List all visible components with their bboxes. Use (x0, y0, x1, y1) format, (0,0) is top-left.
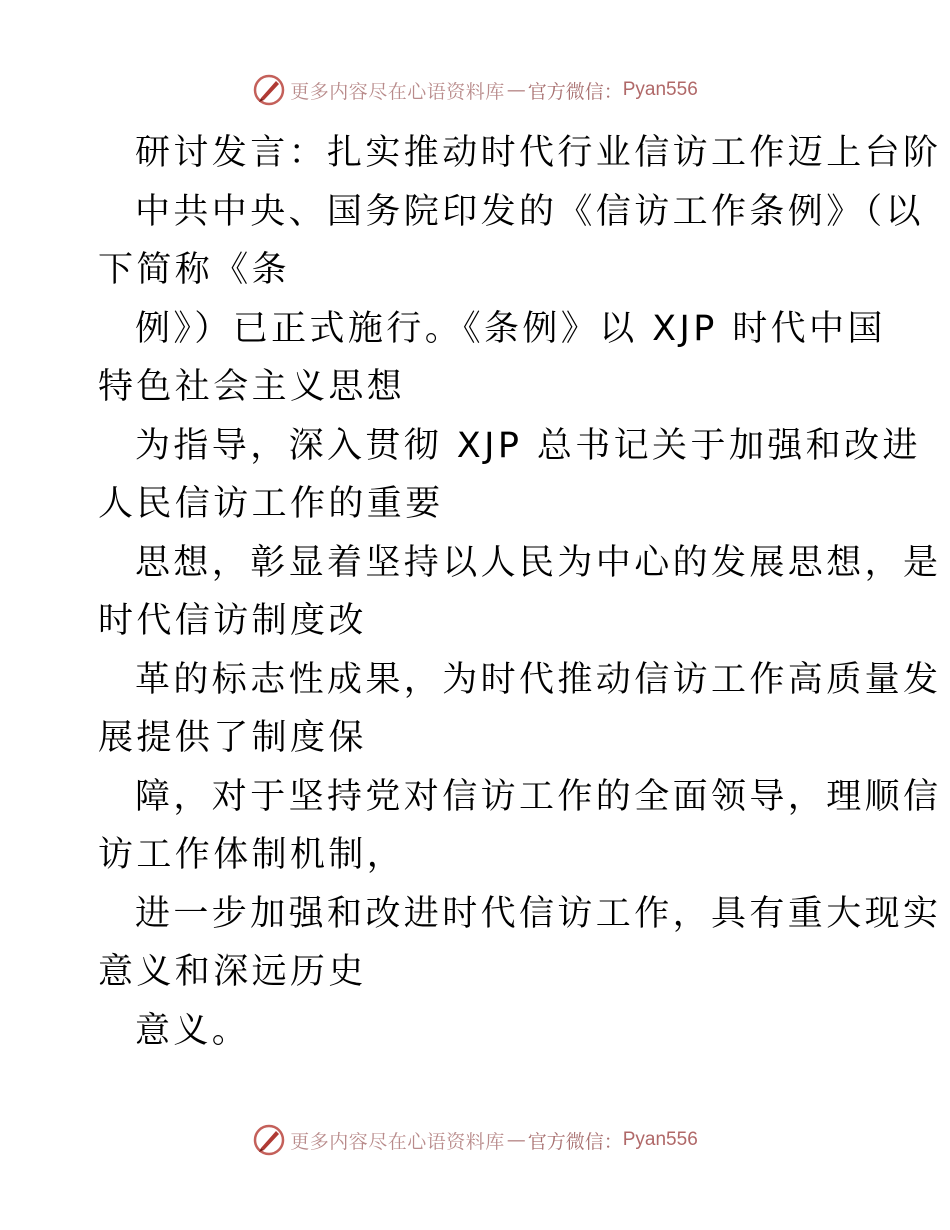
document-title: 研讨发言：扎实推动时代行业信访工作迈上台阶 (135, 133, 942, 173)
paragraph-line: 访工作体制机制， (98, 835, 406, 875)
watermark-wechat-label: 官方微信： (527, 80, 623, 103)
paragraph-line: 思想，彰显着坚持以人民为中心的发展思想，是 (135, 542, 942, 583)
paragraph-line: 革的标志性成果，为时代推动信访工作高质量发 (135, 659, 942, 700)
paragraph-line: 为指导，深入贯彻 XJP 总书记关于加强和改进 (135, 425, 921, 466)
watermark-separator: — (506, 79, 526, 101)
paragraph-line: 展提供了制度保 (98, 718, 367, 758)
watermark-wechat-label: 官方微信： (527, 1130, 623, 1153)
paragraph-line: 中共中央、国务院印发的《信访工作条例》（以 (135, 191, 924, 232)
paragraph-line: 人民信访工作的重要 (98, 484, 444, 524)
paragraph-line: 意义。 (135, 1010, 251, 1051)
paragraph-line: 下简称《条 (98, 250, 291, 290)
watermark-site-text: 更多内容尽在心语资料库 (290, 1130, 505, 1153)
watermark-wechat-id: Pyan556 (622, 1129, 698, 1150)
header-watermark (0, 70, 950, 110)
watermark-wechat-id: Pyan556 (622, 79, 698, 100)
document-body (98, 124, 942, 1060)
paragraph-line: 特色社会主义思想 (98, 367, 406, 407)
quill-pen-logo-icon (252, 73, 286, 107)
watermark-separator: — (506, 1129, 526, 1151)
paragraph-line: 障，对于坚持党对信访工作的全面领导，理顺信 (135, 776, 942, 817)
footer-watermark (0, 1120, 950, 1160)
watermark-site-text: 更多内容尽在心语资料库 (290, 80, 505, 103)
paragraph-line: 进一步加强和改进时代信访工作，具有重大现实 (135, 893, 942, 934)
quill-pen-logo-icon (252, 1123, 286, 1157)
paragraph-line: 例》）已正式施行。《条例》以 XJP 时代中国 (135, 308, 886, 349)
paragraph-line: 时代信访制度改 (98, 601, 367, 641)
paragraph-line: 意义和深远历史 (98, 952, 367, 992)
